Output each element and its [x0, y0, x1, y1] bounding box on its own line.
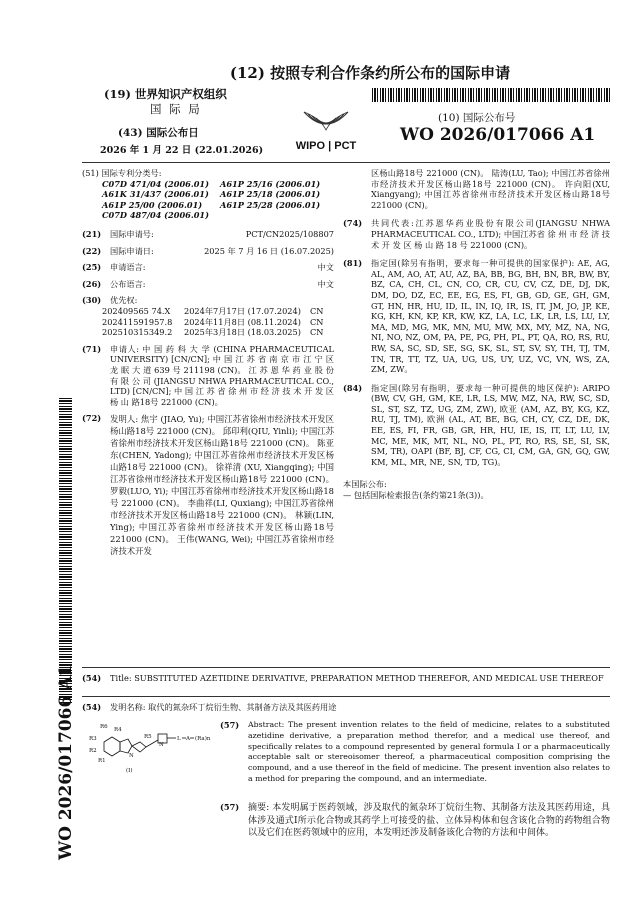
atom-label: (Ra)n	[195, 736, 211, 742]
field-number: (72)	[82, 413, 102, 424]
pubdate-value: 2026 年 1 月 22 日 (22.01.2026)	[100, 145, 264, 156]
field-number: (54)	[82, 673, 102, 683]
field-number: (26)	[82, 278, 102, 289]
atom-label: A	[186, 736, 190, 742]
ipc-code: C07D 487/04 (2006.01)	[102, 210, 209, 221]
abstract-en-text: Abstract: The present invention relates to the field of medicine, relates to a substituted azetidine derivative, a preparation method therefor, and a medical use thereof, and specifically relates to a compound represented by general formula I or a pharmaceutically acceptable salt or stereoisomer thereof, a pharmaceutical composition comprising the compound, and a use thereof in the field of medicine. The present invention also relates to a method for preparing the compound, and an intermediate.	[248, 720, 610, 783]
formula-label: (I)	[126, 768, 133, 774]
publication-number: WO 2026/017066 A1	[400, 125, 596, 145]
field-number: (54)	[82, 702, 102, 712]
atom-label: R3	[89, 736, 97, 742]
field-81	[343, 258, 610, 375]
field-number: (30)	[82, 295, 102, 306]
common-representative-text: 共同代表:江苏恩华药业股份有限公司(JIANGSU NHWA PHARMACEUTICAL CO., LTD); 中国江苏省 徐 州 市 经 济 技 术 开 发 区 杨 山 路 18 号 221000 (CN)。	[371, 218, 610, 250]
field-label: 国际申请日:	[110, 245, 154, 256]
designated-states-regional: 指定国(除另有指明，要求每一种可提供的地区保护): ARIPO (BW, CV, GH, GM, KE, LR, LS, MW, MZ, NA, RW, SC, SD, SL, ST, SZ, TZ, UG, ZM, ZW), 欧亚 (AM, AZ, BY, KG, KZ, RU, TJ, TM), 欧洲 (AL, AT, BE, BG, CH, CY, CZ, DE, DK, EE, ES, FI, FR, GB, GR, HR, HU, IE, IS, IT, LT, LU, LV, MC, ME, MK, MT, NL, NO, PL, PT, RO, RS, SE, SI, SK, SM, TR), OAPI (BF, BJ, CF, CG, CI, CM, GA, GN, GQ, GW, KM, ML, MR, NE, SN, TD, TG)。	[371, 382, 610, 467]
wipo-pct-text: WIPO | PCT	[295, 140, 357, 152]
field-number: (25)	[82, 262, 102, 273]
priority-row: 202409565 74.X 2024年7月17日 (17.07.2024) CN	[102, 305, 324, 316]
pubnum-label: (10) 国际公布号	[438, 112, 516, 124]
right-column	[343, 168, 610, 501]
field-71	[82, 344, 334, 408]
published-item: — 包括国际检索报告(条约第21条(3))。	[343, 490, 489, 501]
atom-label: R6	[100, 724, 108, 730]
published-label: 本国际公布:	[343, 479, 387, 490]
field-number: (57)	[220, 720, 240, 730]
field-72	[82, 413, 334, 557]
title-zh-text: 发明名称: 取代的氮杂环丁烷衍生物、其制备方法及其医药用途	[110, 702, 337, 712]
field-number: (57)	[220, 802, 240, 812]
atom-label: R5	[144, 734, 152, 740]
field-22	[82, 246, 334, 257]
ipc-code: C07D 471/04 (2006.01)	[102, 178, 209, 189]
atom-label: R1	[98, 758, 106, 764]
priority-row: 202510315349.2 2025年3月18日 (18.03.2025) CN	[102, 327, 324, 338]
field-25	[82, 262, 334, 273]
field-number: (22)	[82, 245, 102, 256]
abstract-en	[220, 720, 610, 785]
field-number: (81)	[343, 258, 363, 269]
field-value: 中文	[317, 262, 334, 273]
ipc-code: A61P 25/18 (2006.01)	[220, 189, 321, 200]
inventors-text: 发明人: 焦宇 (JIAO, Yu); 中国江苏省徐州市经济技术开发区杨山路18号 221000 (CN)。 邱印利(QIU, Yinli); 中国江苏省徐州市经济技术开发区杨山路18号 221000 (CN)。 陈亚东(CHEN, Yadong); 中国江苏省徐州市经济技术开发区杨山路18号 221000 (CN)。 徐祥清 (XU, Xiangqing); 中国江苏省徐州市经济技术开发区杨山路18号 221000 (CN)。 罗毅(LUO, Yi); 中国江苏省徐州市经济技术开发区杨山路18号 221000 (CN)。 李曲祥(LI, Quxiang); 中国江苏省徐州市经济技术开发区杨山路18号 221000 (CN)。 林颖(LIN, Ying); 中国江苏省徐州市经济技术开发区杨山路18号 221000 (CN)。 王伟(WANG, Wei); 中国江苏省徐州市经济技术开发	[110, 414, 335, 557]
field-number: (84)	[343, 382, 363, 393]
field-number: (71)	[82, 343, 102, 354]
atom-label: R2	[89, 748, 97, 754]
field-label: 国际申请号:	[110, 228, 154, 239]
atom-label: N	[129, 753, 134, 759]
field-84	[343, 383, 610, 468]
side-barcode	[59, 398, 72, 704]
side-publication-number: WO 2026/017066 A1	[56, 664, 76, 860]
ipc-code: A61K 31/437 (2006.01)	[102, 189, 209, 200]
title-en	[82, 673, 610, 684]
field-label: 申请语言:	[110, 262, 146, 273]
field-number: (21)	[82, 228, 102, 239]
field-74	[343, 218, 610, 250]
ipc-label: (51) 国际专利分类号:	[82, 168, 162, 178]
chemical-structure	[86, 716, 216, 776]
field-30	[82, 295, 334, 337]
applicants-text: 申请人: 中 国 药 科 大 学 (CHINA PHARMACEUTICAL UNIVERSITY) [CN/CN]; 中 国 江 苏 省 南 京 市 江 宁 区 龙 眠 大 道 639 号 211198 (CN)。 江 苏 恩 华 药 业 股 份 有 限 公 司 (JIANGSU NHWA PHARMACEUTICAL CO., LTD) [CN/CN]; 中 国 江 苏 省 徐 州 市 经 济 技 术 开 发 区 杨 山 路18号 221000 (CN)。	[110, 343, 334, 407]
field-value: 中文	[317, 278, 334, 289]
ipc-code: A61P 25/00 (2006.01)	[102, 199, 203, 210]
pubdate-label: (43) 国际公布日	[118, 127, 199, 139]
field-label: 公布语言:	[110, 278, 146, 289]
abstract-zh-text: 摘要: 本发明属于医药领域，涉及取代的氮杂环丁烷衍生物、其制备方法及其医药用途，具体涉及通式I所示化合物或其药学上可接受的盐、立体异构体和包含该化合物的药物组合物以及它们在医药领域中的应用，本发明还涉及制备该化合物的方法和中间体。	[248, 803, 610, 838]
field-label: 优先权:	[110, 295, 138, 306]
abstract-zh	[220, 802, 610, 840]
org-name: (19) 世界知识产权组织	[104, 87, 227, 101]
atom-label: N	[159, 742, 164, 748]
title-zh	[82, 702, 610, 713]
document-title: (12) 按照专利合作条约所公布的国际申请	[229, 64, 511, 82]
top-barcode	[372, 88, 610, 102]
wipo-logo	[290, 108, 362, 154]
formula-structure-image	[86, 716, 216, 776]
field-21	[82, 229, 334, 240]
atom-label: R4	[114, 727, 122, 733]
rule-lower	[82, 696, 610, 697]
rule-top	[82, 162, 610, 163]
field-value: 2025 年 7 月 16 日 (16.07.2025)	[204, 245, 334, 256]
ipc-code: A61P 25/16 (2006.01)	[220, 178, 321, 189]
field-26	[82, 279, 334, 290]
org-bureau: 国 际 局	[150, 102, 202, 116]
designated-states-national: 指定国(除另有指明，要求每一种可提供的国家保护): AE, AG, AL, AM, AO, AT, AU, AZ, BA, BB, BG, BH, BN, BR, BW, BY, BZ, CA, CH, CL, CN, CO, CR, CU, CV, CZ, DE, DJ, DK, DM, DO, DZ, EC, EE, EG, ES, FI, GB, GD, GE, GH, GM, GT, HN, HR, HU, ID, IL, IN, IQ, IR, IS, IT, JM, JO, JP, KE, KG, KH, KN, KP, KR, KW, KZ, LA, LC, LK, LR, LS, LU, LY, MA, MD, MG, MK, MN, MU, MW, MX, MY, MZ, NA, NG, NI, NO, NZ, OM, PA, PE, PG, PH, PL, PT, QA, RO, RS, RU, RW, SA, SC, SD, SE, SG, SK, SL, ST, SV, SY, TH, TJ, TM, TN, TR, TT, TZ, UA, UG, US, UY, UZ, VC, VN, WS, ZA, ZM, ZW。	[371, 258, 610, 375]
title-en-text: Title: SUBSTITUTED AZETIDINE DERIVATIVE, PREPARATION METHOD THEREFOR, AND MEDICAL USE THEREOF	[110, 673, 604, 683]
field-number: (74)	[343, 218, 363, 229]
ipc-section	[82, 168, 334, 221]
left-column	[82, 168, 334, 557]
atom-label: L	[177, 736, 181, 742]
ipc-code: A61P 25/28 (2006.01)	[220, 199, 321, 210]
rule-middle	[82, 667, 610, 668]
priority-row: 202411591957.8 2024年11月8日 (08.11.2024) CN	[102, 316, 324, 327]
field-value: PCT/CN2025/108807	[245, 228, 334, 239]
inventors-continued: 区杨山路18号 221000 (CN)。 陆涛(LU, Tao); 中国江苏省徐州市经济技术开发区杨山路18号 221000 (CN)。 许向阳(XU, Xiangyang); 中国江苏省徐州市经济技术开发区杨山路18号 221000 (CN)。	[371, 168, 610, 210]
